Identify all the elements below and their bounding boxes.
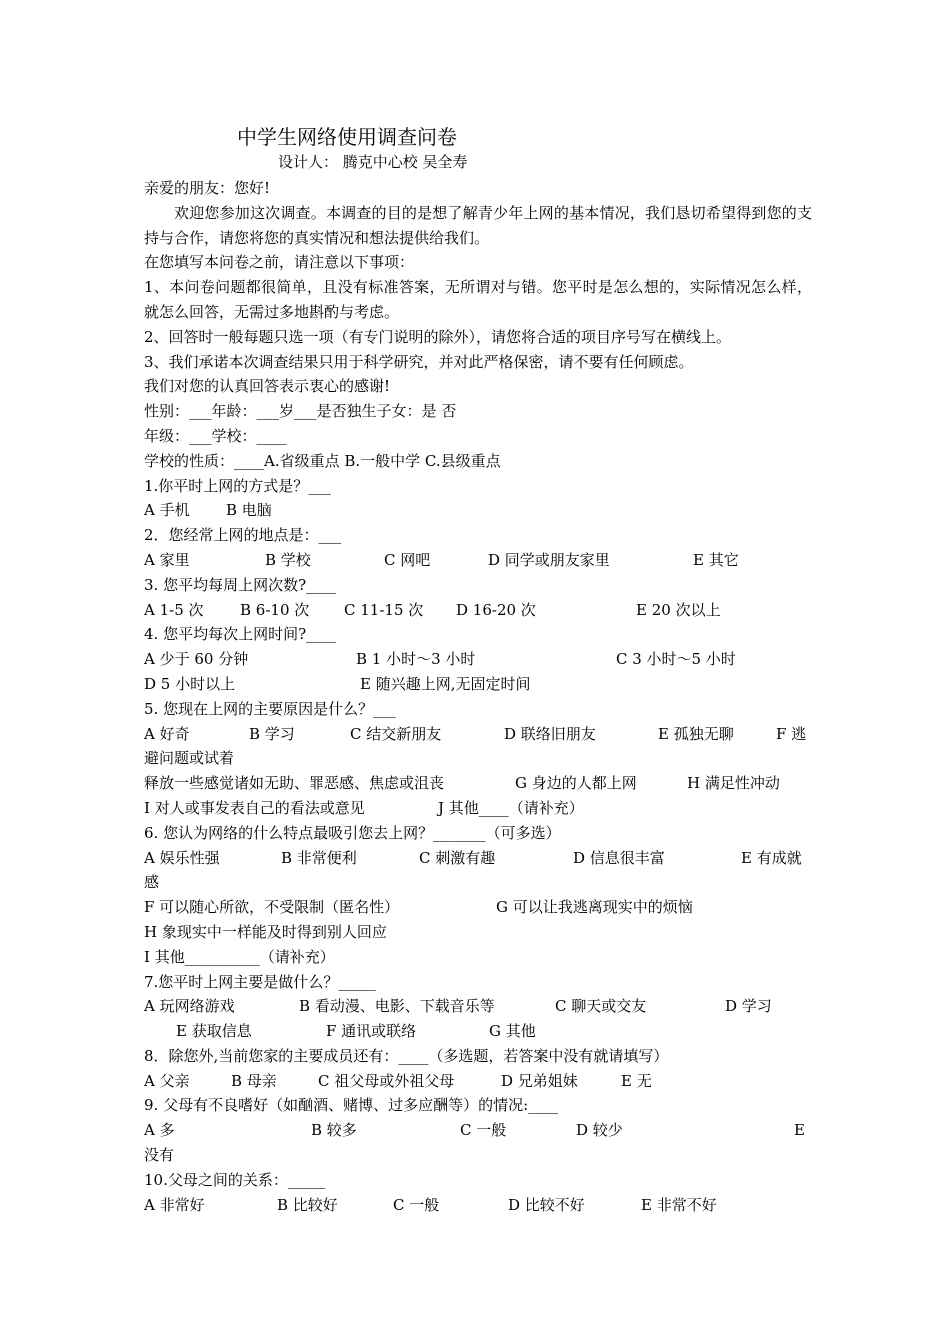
notice-heading: 在您填写本问卷之前，请注意以下事项：	[144, 253, 415, 272]
designer-line: 设计人： 腾克中心校 吴全寿	[278, 153, 468, 171]
option-q6-c: C 刺激有趣	[419, 848, 496, 867]
option-q4-e: E 随兴趣上网,无固定时间	[360, 674, 531, 693]
option-q6-g: G 可以让我逃离现实中的烦恼	[496, 898, 693, 917]
question-9: 9. 父母有不良嗜好（如酗酒、赌博、过多应酬等）的情况:____	[144, 1096, 559, 1115]
question-7-options-row-2	[144, 1019, 812, 1044]
question-10-options	[144, 1193, 812, 1218]
question-6-option-h: H 象现实中一样能及时得到别人回应	[144, 922, 387, 941]
option-q3-d: D 16-20 次	[456, 600, 536, 619]
option-q2-d: D 同学或朋友家里	[488, 550, 610, 569]
option-q1-b: B 电脑	[226, 501, 272, 520]
option-q9-e: E	[794, 1121, 805, 1140]
option-q8-a: A 父亲	[144, 1071, 190, 1090]
question-6-options-row-2: 感	[144, 873, 160, 892]
option-q6-f: F 可以随心所欲，不受限制（匿名性）	[144, 898, 400, 917]
option-q3-c: C 11-15 次	[344, 600, 424, 619]
option-q10-d: D 比较不好	[508, 1195, 585, 1214]
option-q9-b: B 较多	[311, 1121, 357, 1140]
option-q4-b: B 1 小时～3 小时	[356, 650, 476, 669]
option-q9-a: A 多	[144, 1121, 175, 1140]
notice-item-1: 1、本问卷问题都很简单，且没有标准答案，无所谓对与错。您平时是怎么想的，实际情况怎么样，就怎么回答，无需过多地斟酌与考虑。	[144, 278, 812, 321]
option-q2-a: A 家里	[144, 550, 190, 569]
question-4-options-row-1	[144, 647, 812, 672]
question-5-options-row-3	[144, 771, 812, 796]
greeting: 亲爱的朋友：您好!	[144, 179, 271, 197]
option-q2-e: E 其它	[693, 550, 739, 569]
option-q10-a: A 非常好	[144, 1195, 205, 1214]
option-q2-c: C 网吧	[384, 550, 431, 569]
question-6: 6. 您认为网络的什么特点最吸引您去上网？_______（可多选）	[144, 823, 561, 842]
question-3: 3. 您平均每周上网次数?____	[144, 575, 337, 594]
question-2: 2．您经常上网的地点是：___	[144, 526, 342, 545]
option-q4-a: A 少于 60 分钟	[144, 650, 249, 669]
document-body	[144, 176, 812, 1217]
basic-info-grade-school: 年级：___学校：____	[144, 426, 287, 445]
option-q5-f-cont: 释放一些感觉诸如无助、罪恶感、焦虑或沮丧	[144, 774, 445, 793]
option-q7-f: F 通讯或联络	[326, 1022, 417, 1041]
option-q6-a: A 娱乐性强	[144, 848, 220, 867]
question-6-options-row-3	[144, 895, 812, 920]
option-q3-a: A 1-5 次	[144, 600, 204, 619]
option-q1-a: A 手机	[144, 501, 190, 520]
question-4: 4. 您平均每次上网时间?____	[144, 625, 337, 644]
option-q10-e: E 非常不好	[641, 1195, 717, 1214]
question-5-options-row-4	[144, 796, 812, 821]
option-q9-c: C 一般	[460, 1121, 507, 1140]
option-q10-c: C 一般	[393, 1195, 440, 1214]
question-7: 7.您平时上网主要是做什么？_____	[144, 972, 376, 991]
option-q9-d: D 较少	[576, 1121, 623, 1140]
question-5-options-row-2: 避问题或试着	[144, 749, 235, 768]
option-q6-d: D 信息很丰富	[573, 848, 665, 867]
question-3-options	[144, 598, 812, 623]
question-10: 10.父母之间的关系：_____	[144, 1170, 326, 1189]
basic-info-school-type: 学校的性质：____A.省级重点 B.一般中学 C.县级重点	[144, 451, 501, 470]
question-9-options-row-2: 没有	[144, 1146, 175, 1165]
option-q7-a: A 玩网络游戏	[144, 997, 235, 1016]
thanks-line: 我们对您的认真回答表示衷心的感谢!	[144, 377, 391, 396]
basic-info-gender-age: 性别：___年龄：___岁___是否独生子女：是 否	[144, 402, 457, 421]
option-q5-f: F 逃	[776, 724, 807, 743]
question-8-options	[144, 1069, 812, 1094]
option-q7-e: E 获取信息	[176, 1022, 252, 1041]
option-q4-c: C 3 小时～5 小时	[616, 650, 736, 669]
question-8: 8．除您外,当前您家的主要成员还有：____（多选题，若答案中没有就请填写）	[144, 1046, 669, 1065]
question-7-options-row-1	[144, 994, 812, 1019]
option-q7-g: G 其他	[489, 1022, 536, 1041]
welcome-paragraph: 欢迎您参加这次调查。本调查的目的是想了解青少年上网的基本情况，我们恳切希望得到您的支持与合作，请您将您的真实情况和想法提供给我们。	[144, 203, 812, 247]
question-1: 1.你平时上网的方式是？___	[144, 476, 331, 495]
question-6-options-row-1	[144, 846, 812, 871]
option-q8-e: E 无	[621, 1071, 652, 1090]
question-2-options	[144, 548, 812, 573]
question-1-options	[144, 498, 812, 523]
option-q3-b: B 6-10 次	[240, 600, 310, 619]
question-5: 5. 您现在上网的主要原因是什么？___	[144, 699, 396, 718]
question-6-option-i: I 其他__________（请补充）	[144, 947, 335, 966]
page-title: 中学生网络使用调查问卷	[237, 125, 457, 149]
option-q7-d: D 学习	[725, 997, 772, 1016]
option-q5-h: H 满足性冲动	[687, 774, 780, 793]
option-q3-e: E 20 次以上	[636, 600, 721, 619]
option-q5-g: G 身边的人都上网	[515, 774, 637, 793]
notice-item-2: 2、回答时一般每题只选一项（有专门说明的除外），请您将合适的项目序号写在横线上。	[144, 327, 732, 346]
question-4-options-row-2	[144, 672, 812, 697]
question-9-options	[144, 1118, 812, 1143]
notice-item-3: 3、我们承诺本次调查结果只用于科学研究，并对此严格保密，请不要有任何顾虑。	[144, 352, 694, 371]
option-q6-b: B 非常便利	[281, 848, 357, 867]
option-q7-c: C 聊天或交友	[555, 997, 647, 1016]
option-q5-a: A 好奇	[144, 724, 190, 743]
option-q5-i: I 对人或事发表自己的看法或意见	[144, 798, 365, 817]
option-q8-b: B 母亲	[231, 1071, 277, 1090]
option-q2-b: B 学校	[265, 550, 311, 569]
option-q5-j: J 其他____（请补充）	[438, 798, 584, 817]
question-5-options-row-1	[144, 722, 812, 747]
option-q5-c: C 结交新朋友	[350, 724, 442, 743]
option-q5-b: B 学习	[249, 724, 295, 743]
option-q7-b: B 看动漫、电影、下载音乐等	[299, 997, 495, 1016]
option-q5-d: D 联络旧朋友	[504, 724, 596, 743]
option-q8-c: C 祖父母或外祖父母	[318, 1071, 455, 1090]
option-q4-d: D 5 小时以上	[144, 674, 236, 693]
option-q8-d: D 兄弟姐妹	[501, 1071, 578, 1090]
option-q6-e: E 有成就	[741, 848, 802, 867]
option-q10-b: B 比较好	[277, 1195, 338, 1214]
option-q5-e: E 孤独无聊	[658, 724, 734, 743]
